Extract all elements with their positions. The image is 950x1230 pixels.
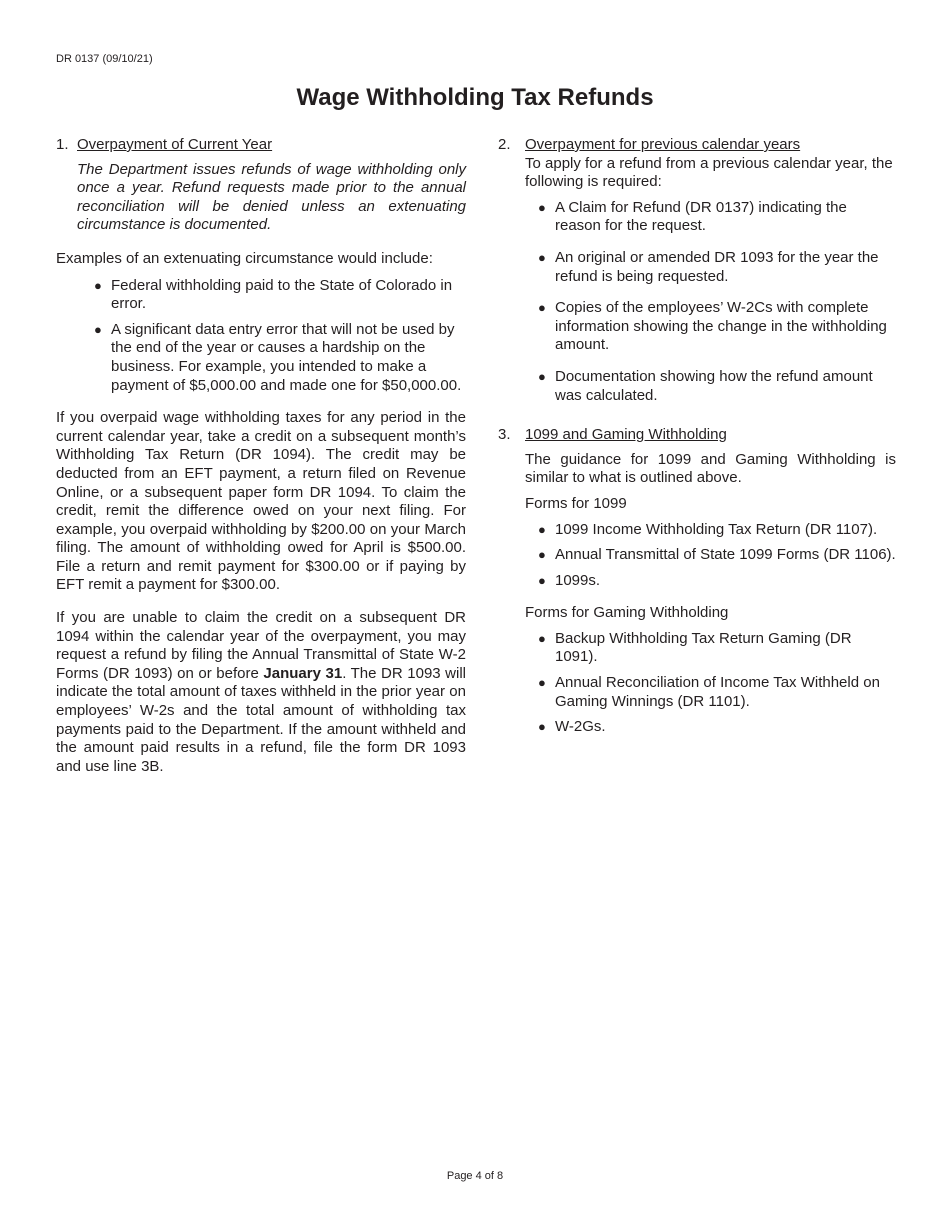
bullet-icon: ● <box>538 547 546 563</box>
section-number: 2. <box>498 136 511 153</box>
left-column <box>56 136 466 776</box>
list-item-text: A Claim for Refund (DR 0137) indicating the reason for the request. <box>555 198 847 235</box>
list-item <box>535 249 896 286</box>
examples-intro: Examples of an extenuating circumstance would include: <box>56 249 433 267</box>
list-item <box>535 368 896 405</box>
list-item-text: 1099s. <box>555 571 601 589</box>
list-item-text: A significant data entry error that will not be used by the end of the year or causes a hardship on the business. For example, you intended to make a payment of $5,000.00 and made one for $50,000.00. <box>111 320 462 394</box>
list-item-text: Copies of the employees’ W-2Cs with complete information showing the change in the withholding amount. <box>555 299 887 354</box>
bullet-icon: ● <box>538 675 546 691</box>
list-item <box>91 277 466 314</box>
section-title: Overpayment of Current Year <box>77 136 273 153</box>
bullet-icon: ● <box>538 521 546 537</box>
list-item-text: Backup Withholding Tax Return Gaming (DR 1091). <box>555 629 852 666</box>
list-item <box>91 321 466 395</box>
list-item <box>535 546 896 565</box>
list-item <box>535 718 896 737</box>
list-item <box>535 674 896 711</box>
refund-text-b: . The DR 1093 will indicate the total amount of taxes withheld in the prior year on employees’ W-2s and the total amount of withholding tax payments paid to the Department. If the amount withheld and the amount paid results in a refund, file the form DR 1093 and use line 3B. <box>56 664 467 775</box>
section-1-heading <box>56 136 466 155</box>
form-id: DR 0137 (09/10/21) <box>56 53 153 65</box>
forms-1099-list <box>535 521 896 591</box>
list-item <box>535 199 896 236</box>
section-3-intro: The guidance for 1099 and Gaming Withholding is similar to what is outlined above. <box>525 450 896 487</box>
bullet-icon: ● <box>94 321 102 337</box>
list-item-text: An original or amended DR 1093 for the year the refund is being requested. <box>555 248 879 285</box>
section-title: 1099 and Gaming Withholding <box>525 426 727 444</box>
list-item-text: Documentation showing how the refund amount was calculated. <box>555 367 873 404</box>
bullet-icon: ● <box>94 277 102 293</box>
bullet-icon: ● <box>538 300 546 316</box>
section-3-heading <box>498 426 896 445</box>
list-item-text: Annual Transmittal of State 1099 Forms (DR 1106). <box>555 546 896 564</box>
list-item-text: Annual Reconciliation of Income Tax Withheld on Gaming Winnings (DR 1101). <box>555 674 880 710</box>
deadline-date: January 31 <box>263 664 343 682</box>
forms-gaming-label: Forms for Gaming Withholding <box>525 604 729 622</box>
bullet-icon: ● <box>538 572 546 588</box>
bullet-icon: ● <box>538 630 546 646</box>
forms-gaming-list <box>535 630 896 737</box>
bullet-icon: ● <box>538 199 546 215</box>
bullet-icon: ● <box>538 249 546 265</box>
page-number: Page 4 of 8 <box>446 1170 504 1182</box>
bullet-icon: ● <box>538 719 546 735</box>
list-item <box>535 299 896 355</box>
credit-paragraph: If you overpaid wage withholding taxes for any period in the current calendar year, take a credit on a subsequent month’s Withholding Tax Return (DR 1094). The credit may be deducted from an EFT payment, a return filed on Revenue Online, or a subsequent paper form DR 1094. To claim the credit, remit the difference owed on your next filing. For example, you overpaid withholding by $200.00 on your March filing. The amount of withholding owed for April is $500.00. File a return and remit payment for $300.00 or if paying by EFT remit a payment for $300.00. <box>56 409 466 594</box>
list-item <box>535 630 896 667</box>
notice-paragraph: The Department issues refunds of wage withholding only once a year. Refund requests made prior to the annual reconciliation will be denied unless an extenuating circumstance is documented. <box>77 160 466 234</box>
list-item <box>535 572 896 591</box>
right-column <box>498 136 896 737</box>
examples-list <box>91 277 466 396</box>
section-number: 1. <box>56 136 69 153</box>
list-item-text: 1099 Income Withholding Tax Return (DR 1107). <box>555 520 878 538</box>
requirements-list <box>535 199 896 405</box>
section-number: 3. <box>498 426 511 444</box>
section-title: Overpayment for previous calendar years <box>525 136 801 153</box>
forms-1099-label: Forms for 1099 <box>525 494 627 512</box>
bullet-icon: ● <box>538 368 546 384</box>
section-2-intro: To apply for a refund from a previous calendar year, the following is required: <box>525 154 893 191</box>
section-2-heading <box>498 136 896 155</box>
page-title: Wage Withholding Tax Refunds <box>296 84 654 111</box>
refund-paragraph <box>56 609 466 776</box>
list-item <box>535 521 896 540</box>
refund-text-a: If you are unable to claim the credit on a subsequent DR 1094 within the calendar year of the overpayment, you may request a refund by filing the Annual Transmittal of State W-2 Forms (DR 1093) on or before <box>56 609 466 682</box>
list-item-text: Federal withholding paid to the State of Colorado in error. <box>111 276 453 313</box>
list-item-text: W-2Gs. <box>555 718 606 736</box>
